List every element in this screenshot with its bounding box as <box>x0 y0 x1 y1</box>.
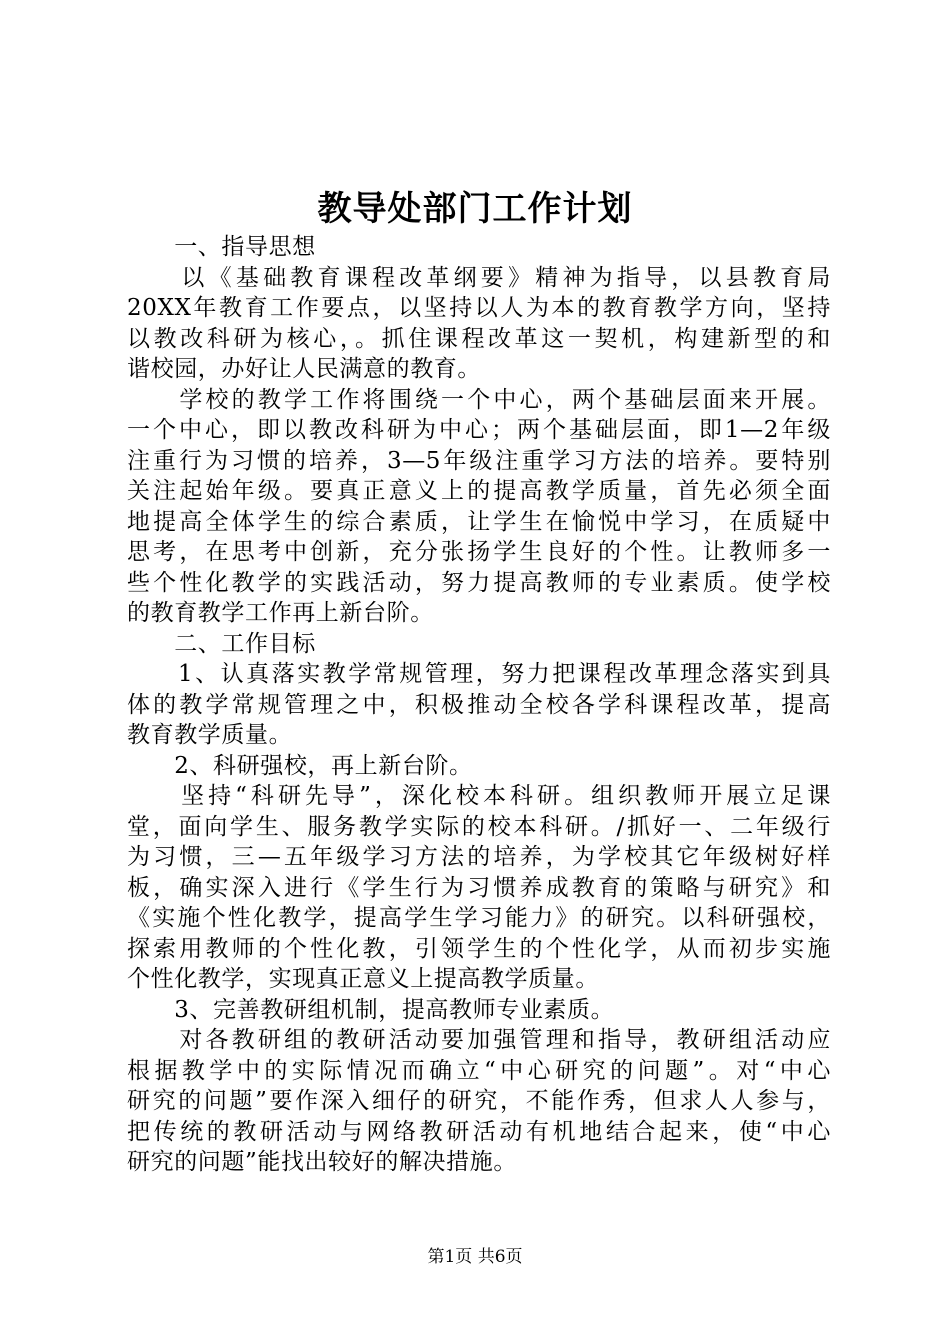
text-line: 为习惯，三—五年级学习方法的培养，为学校其它年级树好样 <box>127 844 831 870</box>
text-line: 根据教学中的实际情况而确立“中心研究的问题”。对“中心 <box>127 1057 831 1084</box>
text-line: 一、指导思想 <box>127 234 316 260</box>
text-line: 2、科研强校，再上新台阶。 <box>127 752 473 779</box>
text-line: 板，确实深入进行《学生行为习惯养成教育的策略与研究》和 <box>127 874 831 901</box>
text-line: 研究的问题”能找出较好的解决措施。 <box>127 1149 517 1175</box>
text-line: 对各教研组的教研活动要加强管理和指导，教研组活动应 <box>127 1027 831 1053</box>
text-line: 个性化教学，实现真正意义上提高教学质量。 <box>127 966 599 992</box>
text-line: 堂，面向学生、服务教学实际的校本科研。/抓好一、二年级行 <box>127 813 831 840</box>
text-line: 地提高全体学生的综合素质，让学生在愉悦中学习，在质疑中 <box>127 508 831 535</box>
text-line: 《实施个性化教学，提高学生学习能力》的研究。以科研强校， <box>127 905 831 931</box>
text-line: 体的教学常规管理之中，积极推动全校各学科课程改革，提高 <box>127 691 831 718</box>
text-line: 谐校园，办好让人民满意的教育。 <box>127 356 481 382</box>
text-line: 探索用教师的个性化教，引领学生的个性化学，从而初步实施 <box>127 935 831 962</box>
text-line: 一个中心，即以教改科研为中心；两个基础层面，即1—2年级 <box>127 417 831 443</box>
page-footer: 第1页 共6页 <box>427 1247 523 1267</box>
text-line: 研究的问题”要作深入细仔的研究，不能作秀，但求人人参与， <box>127 1088 831 1114</box>
text-line: 教育教学质量。 <box>127 722 293 748</box>
text-line: 关注起始年级。要真正意义上的提高教学质量，首先必须全面 <box>127 478 831 504</box>
text-line: 20XX年教育工作要点，以坚持以人为本的教育教学方向，坚持 <box>127 295 831 321</box>
text-line: 把传统的教研活动与网络教研活动有机地结合起来，使“中心 <box>127 1118 831 1145</box>
text-line: 坚持“科研先导”，深化校本科研。组织教师开展立足课 <box>127 783 831 809</box>
text-line: 以教改科研为核心，。抓住课程改革这一契机，构建新型的和 <box>127 325 831 352</box>
text-line: 学校的教学工作将围绕一个中心，两个基础层面来开展。 <box>127 386 831 413</box>
text-line: 以《基础教育课程改革纲要》精神为指导，以县教育局 <box>127 264 831 291</box>
text-line: 思考，在思考中创新，充分张扬学生良好的个性。让教师多一 <box>127 539 831 565</box>
text-line: 的教育教学工作再上新台阶。 <box>127 600 434 626</box>
document-body <box>127 232 831 1178</box>
text-line: 些个性化教学的实践活动，努力提高教师的专业素质。使学校 <box>127 569 831 596</box>
text-line: 注重行为习惯的培养，3—5年级注重学习方法的培养。要特别 <box>127 447 831 474</box>
text-line: 3、完善教研组机制，提高教师专业素质。 <box>127 996 615 1023</box>
page-title: 教导处部门工作计划 <box>317 189 633 229</box>
text-line: 1、认真落实教学常规管理，努力把课程改革理念落实到具 <box>127 661 831 687</box>
text-line: 二、工作目标 <box>127 630 316 657</box>
